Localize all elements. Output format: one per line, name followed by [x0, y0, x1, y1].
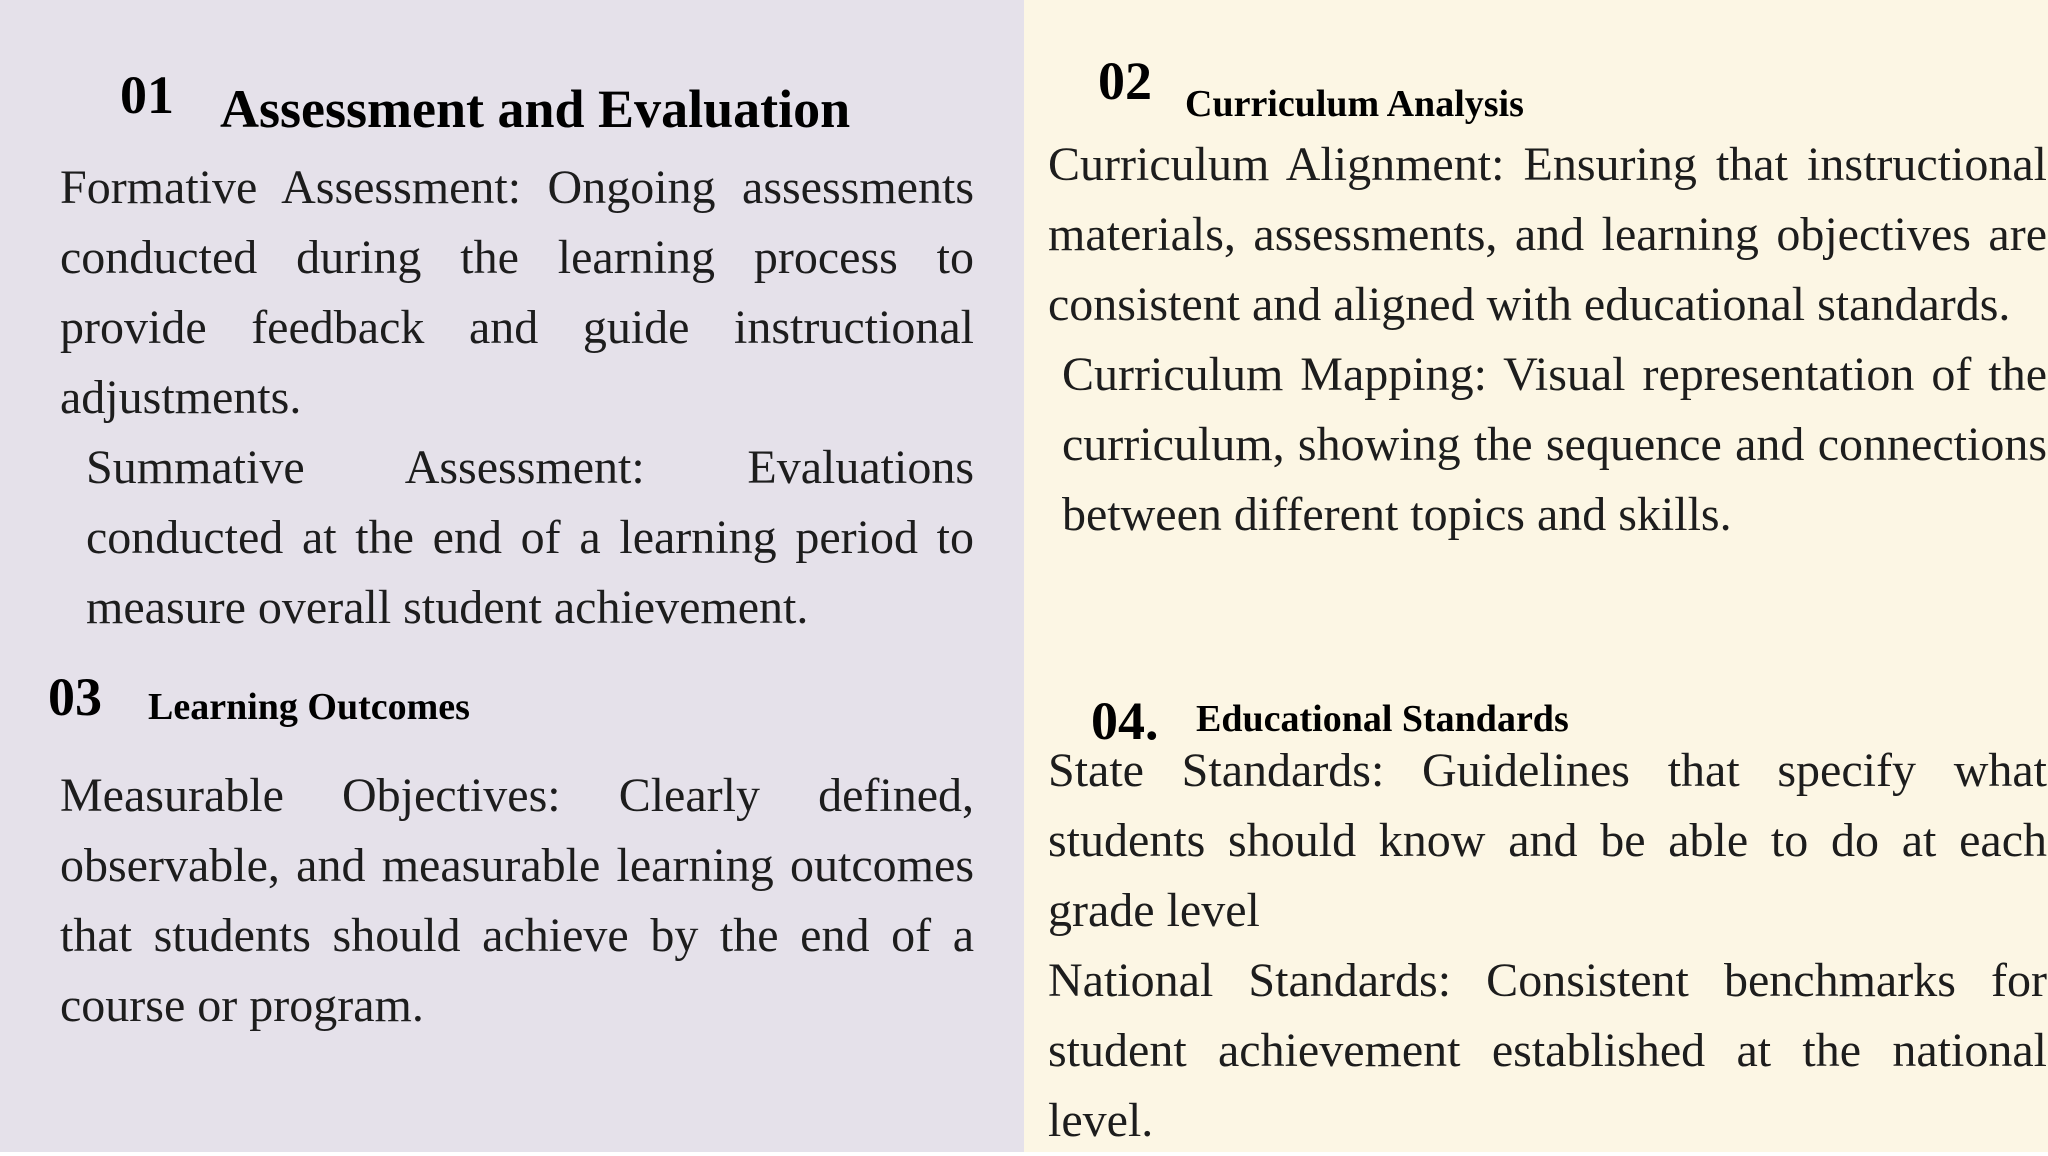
summative-assessment-text: Summative Assessment: Evaluations conducted at the end of a learning period to measure overall student achievement. — [86, 441, 974, 634]
curriculum-mapping-text: Curriculum Mapping: Visual representation of the curriculum, showing the sequence and connections between different topics and skills. — [1062, 348, 2047, 541]
curriculum-alignment-text: Curriculum Alignment: Ensuring that instructional materials, assessments, and learning objectives are consistent and aligned with educational standards. — [1048, 138, 2047, 331]
section-01-body — [46, 153, 974, 643]
section-02-title: Curriculum Analysis — [1185, 83, 1524, 125]
section-01-title: Assessment and Evaluation — [220, 79, 851, 139]
right-panel — [1024, 0, 2048, 1152]
formative-assessment-text: Formative Assessment: Ongoing assessments conducted during the learning process to provide feedback and guide instructional adjustments. — [60, 161, 974, 424]
section-03-title: Learning Outcomes — [148, 686, 470, 728]
left-panel — [0, 0, 1024, 1152]
section-01-number: 01 — [120, 65, 174, 125]
section-04-title: Educational Standards — [1196, 698, 1569, 740]
section-02-number: 02 — [1098, 51, 1152, 111]
section-03-number: 03 — [48, 667, 102, 727]
measurable-objectives-text: Measurable Objectives: Clearly defined, observable, and measurable learning outcomes that students should achieve by the end of a course or program. — [60, 769, 974, 1032]
section-04-body — [1048, 736, 2047, 1156]
section-04-number: 04. — [1091, 691, 1159, 751]
section-03-body — [46, 761, 974, 1041]
section-02-body — [1048, 130, 2047, 550]
national-standards-text: National Standards: Consistent benchmarks for student achievement established at the national level. — [1048, 954, 2047, 1147]
state-standards-text: State Standards: Guidelines that specify what students should know and be able to do at each grade level — [1048, 744, 2047, 937]
